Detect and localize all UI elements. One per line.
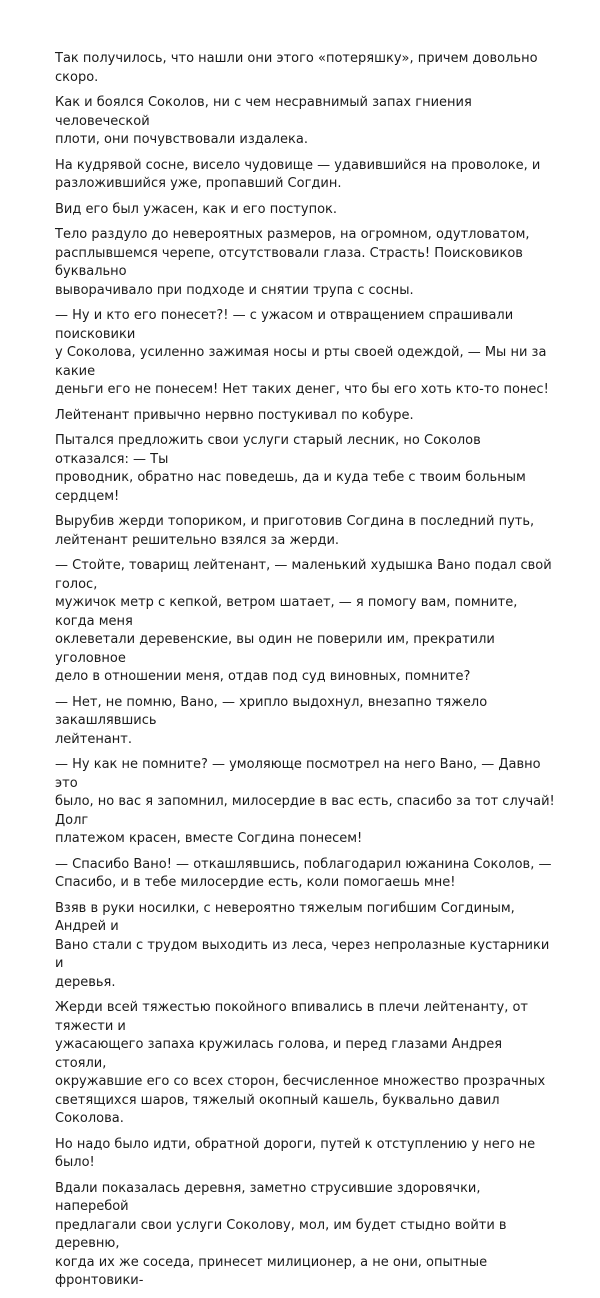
paragraph-14: Взяв в руки носилки, с невероятно тяжелым погибшим Согдиным, Андрей и Вано стали с трудом выходить из леса, через непролазные кустарники и деревья. [55,900,550,990]
paragraph-9: Вырубив жерди топориком, и приготовив Согдина в последний путь, лейтенант решительно взялся за жерди. [55,514,535,548]
paragraph-3: На кудрявой сосне, висело чудовище — удавившийся на проволоке, и разложившийся уже, пропавший Согдин. [55,157,541,191]
paragraph-10: — Стойте, товарищ лейтенант, — маленький худышка Вано подал свой голос, мужичок метр с кепкой, ветром шатает, — я помогу вам, помните, когда меня оклеветали деревенские, вы один не поверили им, прекратили уголовное дело в отношении меня, отдав под суд виновных, помните? [55,558,552,684]
paragraph-17: Вдали показалась деревня, заметно струсившие здоровячки, наперебой предлагали свои услуги Соколову, мол, им будет стыдно войти в деревню, когда их же соседа, принесет милиционер, а не они, опытные фронтовики- [55,1180,507,1288]
paragraph-13: — Спасибо Вано! — откашлявшись, поблагодарил южанина Соколов, — Спасибо, и в тебе милосердие есть, коли помогаешь мне! [55,856,552,890]
document-page [55,50,555,1298]
paragraph-12: — Ну как не помните? — умоляюще посмотрел на него Вано, — Давно это было, но вас я запомнил, милосердие в вас есть, спасибо за тот случай! Долг платежом красен, вместе Согдина понесем! [55,757,555,846]
paragraph-11: — Нет, не помню, Вано, — хрипло выдохнул, внезапно тяжело закашлявшись лейтенант. [55,694,488,747]
paragraph-8: Пытался предложить свои услуги старый лесник, но Соколов отказался: — Ты проводник, обратно нас поведешь, да и куда тебе с твоим больным сердцем! [55,433,526,504]
paragraph-2: Как и боялся Соколов, ни с чем несравнимый запах гниения человеческой плоти, они почувствовали издалека. [55,95,472,147]
paragraph-15: Жерди всей тяжестью покойного впивались в плечи лейтенанту, от тяжести и ужасающего запаха кружилась голова, и перед глазами Андрея стояли, окружавшие его со всех сторон, бесчисленное множество прозрачных светящихся шаров, тяжелый окопный кашель, буквально давил Соколова. [55,1000,546,1126]
paragraph-4: Вид его был ужасен, как и его поступок. [55,201,338,217]
paragraph-7: Лейтенант привычно нервно постукивал по кобуре. [55,407,414,423]
paragraph-1: Так получилось, что нашли они этого «потеряшку», причем довольно скоро. [55,51,538,85]
paragraph-5: Тело раздуло до невероятных размеров, на огромном, одутловатом, расплывшемся черепе, отсутствовали глаза. Страсть! Поисковиков буквально выворачивало при подходе и снятии трупа с сосны. [55,227,530,298]
paragraph-6: — Ну и кто его понесет?! — с ужасом и отвращением спрашивали поисковики у Соколова, усиленно зажимая носы и рты своей одеждой, — Мы ни за какие деньги его не понесем! Нет таких денег, что бы его хоть кто-то понес! [55,308,549,397]
paragraph-16: Но надо было идти, обратной дороги, путей к отступлению у него не было! [55,1136,536,1170]
